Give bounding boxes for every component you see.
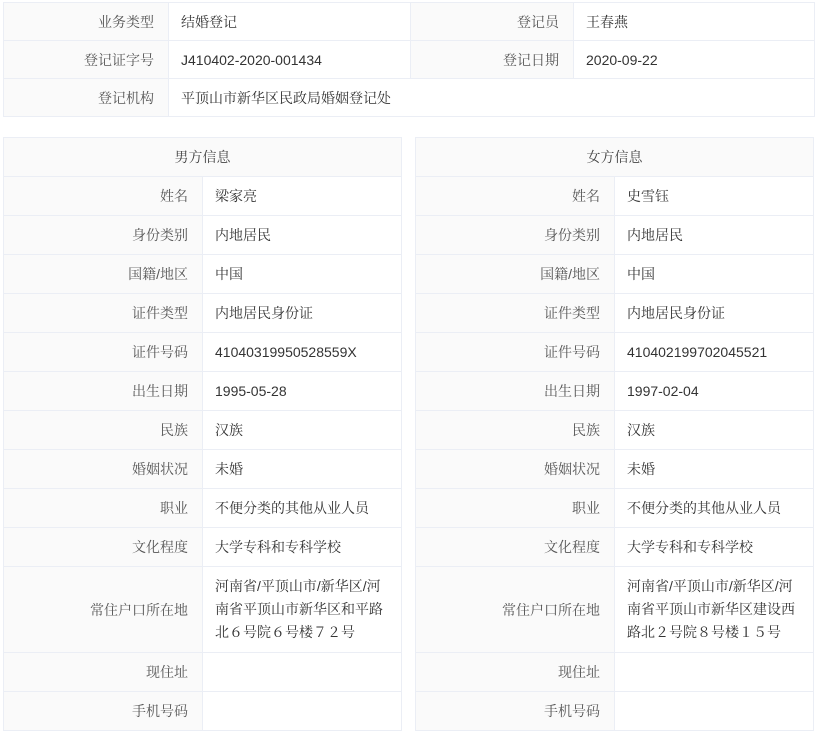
business-type-value: 结婚登记 [169,3,411,41]
female-occupation-value: 不便分类的其他从业人员 [615,489,814,528]
table-row [416,333,814,372]
table-row [416,372,814,411]
female-name-label: 姓名 [416,177,615,216]
male-id-type-value: 内地居民身份证 [203,294,402,333]
table-row [416,255,814,294]
marriage-registration-record [0,2,817,731]
female-id-type-label: 证件类型 [416,294,615,333]
female-current-address-value [615,653,814,692]
male-nationality-value: 中国 [203,255,402,294]
female-phone-value [615,692,814,731]
table-row [4,653,402,692]
table-row [4,3,815,41]
certificate-number-label: 登记证字号 [4,41,169,79]
business-type-label: 业务类型 [4,3,169,41]
registration-office-label: 登记机构 [4,79,169,117]
male-identity-category-label: 身份类别 [4,216,203,255]
person-panels [3,137,814,731]
male-id-type-label: 证件类型 [4,294,203,333]
panel-header-row [4,138,402,177]
male-ethnicity-label: 民族 [4,411,203,450]
male-name-label: 姓名 [4,177,203,216]
female-id-type-value: 内地居民身份证 [615,294,814,333]
table-row [416,216,814,255]
female-household-address-label: 常住户口所在地 [416,567,615,653]
female-ethnicity-value: 汉族 [615,411,814,450]
table-row [416,411,814,450]
male-identity-category-value: 内地居民 [203,216,402,255]
table-row [4,692,402,731]
male-id-number-label: 证件号码 [4,333,203,372]
table-row [4,450,402,489]
female-household-address-value: 河南省/平顶山市/新华区/河南省平顶山市新华区建设西路北２号院８号楼１５号 [615,567,814,653]
female-id-number-label: 证件号码 [416,333,615,372]
registration-office-value: 平顶山市新华区民政局婚姻登记处 [169,79,815,117]
male-occupation-label: 职业 [4,489,203,528]
female-birthdate-label: 出生日期 [416,372,615,411]
male-name-value: 梁家亮 [203,177,402,216]
female-nationality-label: 国籍/地区 [416,255,615,294]
table-row [416,177,814,216]
table-row [4,79,815,117]
female-identity-category-value: 内地居民 [615,216,814,255]
male-education-label: 文化程度 [4,528,203,567]
table-row [4,567,402,653]
table-row [4,41,815,79]
registrar-label: 登记员 [411,3,574,41]
table-row [4,411,402,450]
table-row [416,692,814,731]
panel-header-row [416,138,814,177]
male-current-address-value [203,653,402,692]
male-nationality-label: 国籍/地区 [4,255,203,294]
female-marital-status-label: 婚姻状况 [416,450,615,489]
male-current-address-label: 现住址 [4,653,203,692]
table-row [4,489,402,528]
table-row [416,294,814,333]
table-row [4,294,402,333]
male-ethnicity-value: 汉族 [203,411,402,450]
male-info-panel [3,137,402,731]
male-id-number-value: 41040319950528559X [203,333,402,372]
registration-date-value: 2020-09-22 [574,41,815,79]
female-info-panel [415,137,814,731]
table-row [4,528,402,567]
table-row [4,177,402,216]
male-household-address-label: 常住户口所在地 [4,567,203,653]
female-phone-label: 手机号码 [416,692,615,731]
female-education-value: 大学专科和专科学校 [615,528,814,567]
certificate-number-value: J410402-2020-001434 [169,41,411,79]
female-id-number-value: 410402199702045521 [615,333,814,372]
male-phone-value [203,692,402,731]
female-panel-title: 女方信息 [416,138,814,177]
female-birthdate-value: 1997-02-04 [615,372,814,411]
table-row [416,528,814,567]
male-marital-status-value: 未婚 [203,450,402,489]
table-row [416,567,814,653]
male-occupation-value: 不便分类的其他从业人员 [203,489,402,528]
table-row [4,255,402,294]
table-row [416,489,814,528]
male-household-address-value: 河南省/平顶山市/新华区/河南省平顶山市新华区和平路北６号院６号楼７２号 [203,567,402,653]
table-row [4,372,402,411]
male-birthdate-value: 1995-05-28 [203,372,402,411]
male-phone-label: 手机号码 [4,692,203,731]
female-name-value: 史雪钰 [615,177,814,216]
female-marital-status-value: 未婚 [615,450,814,489]
female-identity-category-label: 身份类别 [416,216,615,255]
table-row [416,653,814,692]
registration-date-label: 登记日期 [411,41,574,79]
female-current-address-label: 现住址 [416,653,615,692]
female-occupation-label: 职业 [416,489,615,528]
registration-summary-table [3,2,815,117]
male-birthdate-label: 出生日期 [4,372,203,411]
male-panel-title: 男方信息 [4,138,402,177]
female-nationality-value: 中国 [615,255,814,294]
male-marital-status-label: 婚姻状况 [4,450,203,489]
male-education-value: 大学专科和专科学校 [203,528,402,567]
registrar-value: 王春燕 [574,3,815,41]
table-row [4,216,402,255]
table-row [416,450,814,489]
female-education-label: 文化程度 [416,528,615,567]
table-row [4,333,402,372]
female-ethnicity-label: 民族 [416,411,615,450]
